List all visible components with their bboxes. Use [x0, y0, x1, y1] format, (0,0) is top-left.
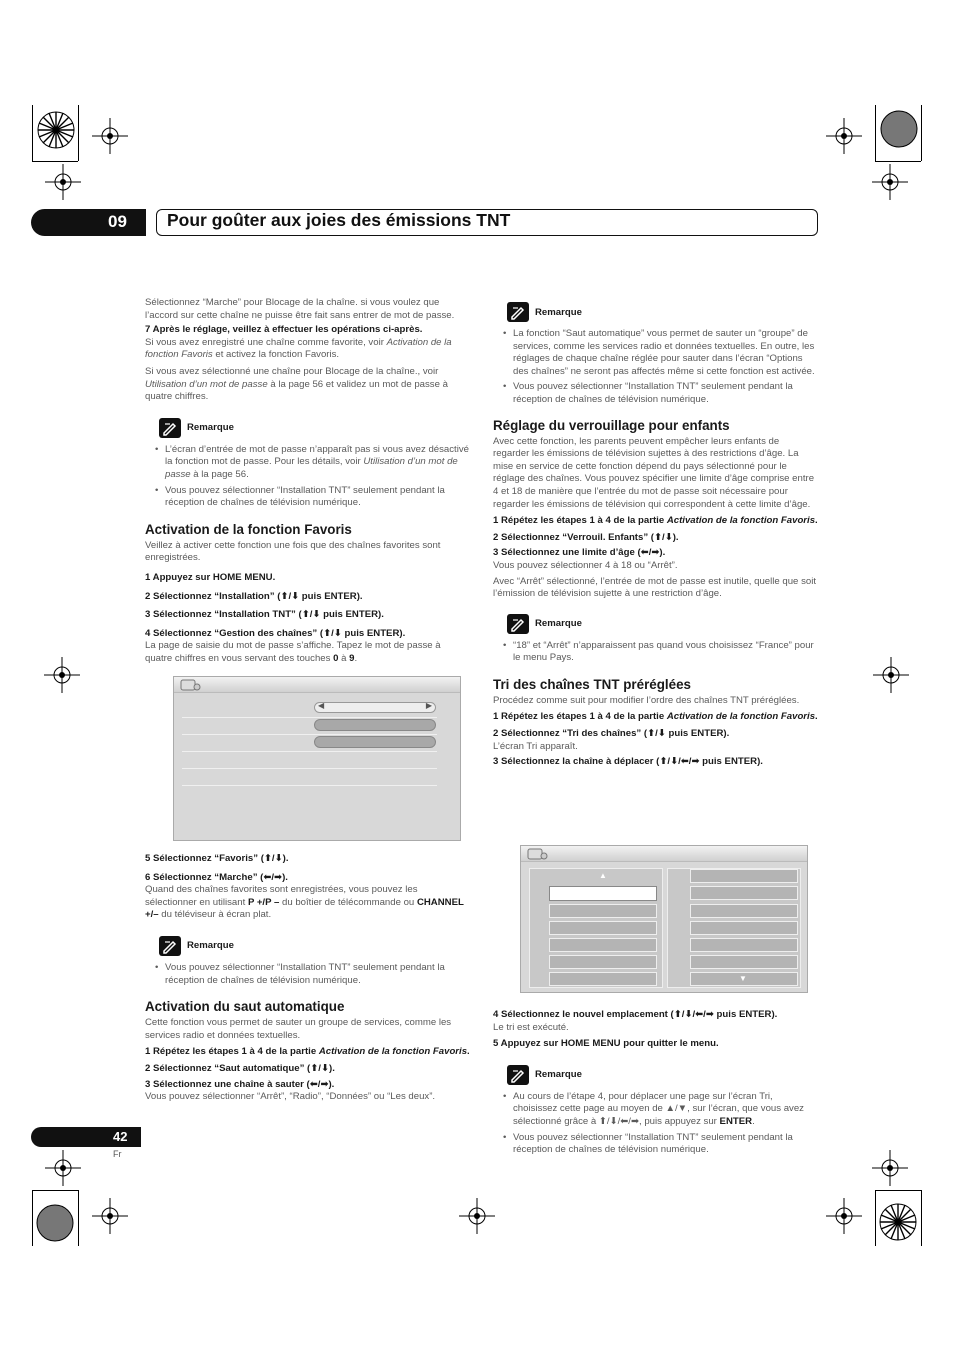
pencil-note-icon — [507, 1065, 529, 1085]
paragraph: Procédez comme suit pour modifier l’ordre des chaînes TNT préréglées. — [493, 694, 800, 706]
bullet: • “18” et “Arrêt” n’apparaissent pas quand vous choisissez “France” pour le menu Pays. — [503, 640, 818, 665]
note-heading: Remarque — [159, 936, 470, 956]
bullet: • Au cours de l’étape 4, pour déplacer une page sur l’écran Tri, choisissez cette page au moyen de ▲/▼, sur l’écran, que vous avez sélectionné grâce à ⬆/⬇/⬅/➡, puis appuyez sur ENTER. — [503, 1091, 818, 1129]
note-body — [503, 640, 818, 665]
step: 5 Appuyez sur HOME MENU pour quitter le menu. — [493, 1038, 719, 1050]
section-heading: Réglage du verrouillage pour enfants — [493, 417, 730, 433]
step: 1 Répétez les étapes 1 à 4 de la partie Activation de la fonction Favoris. — [493, 515, 818, 527]
note-body — [503, 328, 818, 407]
right-column-cont — [493, 1009, 818, 1157]
crosshair-mark-icon — [45, 1150, 81, 1186]
channel-cell[interactable] — [690, 938, 798, 952]
paragraph: Vous pouvez sélectionner “Arrêt”, “Radio”, “Données” ou “Les deux”. — [145, 1091, 436, 1103]
paragraph: Le tri est exécuté. — [493, 1021, 569, 1033]
starburst-mark-icon — [878, 1202, 918, 1242]
channel-cell[interactable] — [690, 904, 798, 918]
section-heading: Tri des chaînes TNT préréglées — [493, 676, 691, 692]
right-column — [493, 302, 818, 769]
step: 1 Appuyez sur HOME MENU. — [145, 571, 276, 583]
crosshair-mark-icon — [459, 1198, 495, 1234]
crosshair-mark-icon — [44, 657, 80, 693]
scroll-up-icon[interactable]: ▲ — [599, 871, 607, 880]
paragraph: Quand des chaînes favorites sont enregistrées, vous pouvez les sélectionner en utilisant P +/P – du boîtier de télécommande ou CHANNEL +/– du téléviseur à écran plat. — [145, 884, 464, 921]
paragraph: Si vous avez enregistré une chaîne comme favorite, voir Activation de la fonction Favoris et activez la fonction Favoris. — [145, 336, 452, 361]
channel-cell[interactable] — [549, 904, 657, 918]
paragraph: Cette fonction vous permet de sauter un groupe de services, comme les services radio et données textuelles. — [145, 1017, 452, 1041]
tv-menu-icon — [180, 679, 202, 692]
step: 2 Sélectionnez “Tri des chaînes” (⬆/⬇ puis ENTER). — [493, 728, 730, 740]
section-heading: Activation du saut automatique — [145, 999, 345, 1015]
language-code: Fr — [113, 1149, 122, 1159]
bullet: • Vous pouvez sélectionner “Installation TNT” seulement pendant la réception de chaînes de télévision numérique. — [503, 1132, 818, 1157]
note-body — [155, 444, 470, 510]
step: 5 Sélectionnez “Favoris” (⬆/⬇). — [145, 853, 289, 864]
page-title: Pour goûter aux joies des émissions TNT — [167, 210, 511, 230]
channel-cell[interactable] — [549, 921, 657, 935]
channel-cell-selected[interactable] — [549, 886, 657, 901]
step: 3 Sélectionnez la chaîne à déplacer (⬆/⬇/⬅/➡ puis ENTER). — [493, 756, 763, 768]
paragraph: Si vous avez sélectionné une chaîne pour Blocage de la chaîne., voir Utilisation d’un mot de passe à la page 56 et validez un mot de passe à quatre chiffres. — [145, 365, 448, 403]
step: 3 Sélectionnez “Installation TNT” (⬆/⬇ puis ENTER). — [145, 609, 384, 621]
gray-disc-mark-icon — [878, 108, 920, 150]
channel-management-screen — [173, 676, 461, 841]
bullet: • Vous pouvez sélectionner “Installation TNT” seulement pendant la réception de chaînes de télévision numérique. — [155, 962, 470, 987]
bullet: • Vous pouvez sélectionner “Installation TNT” seulement pendant la réception de chaînes de télévision numérique. — [503, 381, 818, 406]
note-body — [503, 1091, 818, 1157]
paragraph: Veillez à activer cette fonction une fois que des chaînes favorites sont enregistrées. — [145, 539, 441, 564]
note-heading: Remarque — [507, 614, 818, 634]
section-heading: Activation de la fonction Favoris — [145, 521, 352, 537]
left-column-cont — [145, 853, 470, 1104]
crosshair-mark-icon — [92, 118, 128, 154]
note-body — [155, 962, 470, 987]
paragraph: Sélectionnez “Marche” pour Blocage de la chaîne. si vous voulez que l’accord sur cette chaîne ne puisse être fait sans entrer de mot de passe. — [145, 297, 455, 321]
channel-cell[interactable] — [690, 955, 798, 969]
sort-channels-screen — [520, 845, 808, 993]
crosshair-mark-icon — [873, 657, 909, 693]
page-number: 42 — [113, 1129, 128, 1144]
paragraph: Avec cette fonction, les parents peuvent empêcher leurs enfants de regarder les émissions de télévision sujettes à des restrictions d’âge. La mise en service de cette fonction dépend du pays sélectionné pour le réglage des chaînes. Vous pouvez spécifier une limite d’âge comprise entre 4 et 18 de manière que l’entrée du mot de passe soit nécessaire pour regarder les émissions de télévision qui correspondent à cette limite d’âge. — [493, 435, 815, 510]
channel-cell[interactable] — [690, 921, 798, 935]
step: 1 Répétez les étapes 1 à 4 de la partie Activation de la fonction Favoris. — [145, 1046, 470, 1058]
crosshair-mark-icon — [45, 164, 81, 200]
pencil-note-icon — [507, 614, 529, 634]
chapter-number-tab — [31, 209, 146, 236]
gray-disc-mark-icon — [34, 1202, 76, 1244]
crosshair-mark-icon — [872, 1150, 908, 1186]
bullet: • L’écran d’entrée de mot de passe n’apparaît pas si vous avez désactivé la fonction mot de passe. Pour les détails, voir Utilisation d’un mot de passe à la page 56. — [155, 444, 470, 482]
step: 4 Sélectionnez le nouvel emplacement (⬆/⬇/⬅/➡ puis ENTER). — [493, 1009, 778, 1020]
crosshair-mark-icon — [826, 118, 862, 154]
channel-cell[interactable] — [690, 886, 798, 900]
channel-cell[interactable] — [690, 869, 798, 883]
step: 2 Sélectionnez “Saut automatique” (⬆/⬇). — [145, 1062, 335, 1074]
bullet: • Vous pouvez sélectionner “Installation TNT” seulement pendant la réception de chaînes de télévision numérique. — [155, 485, 470, 510]
step: 4 Sélectionnez “Gestion des chaînes” (⬆/⬇ puis ENTER). — [145, 627, 406, 639]
step: 7 Après le réglage, veillez à effectuer les opérations ci-après. — [145, 324, 423, 336]
arrow-left-icon: ◀ — [318, 701, 325, 710]
step: 6 Sélectionnez “Marche” (⬅/➡). — [145, 871, 288, 883]
step: 1 Répétez les étapes 1 à 4 de la partie Activation de la fonction Favoris. — [493, 711, 818, 723]
crosshair-mark-icon — [872, 164, 908, 200]
note-heading: Remarque — [159, 418, 470, 438]
tv-menu-icon — [527, 848, 549, 861]
selector-slider[interactable] — [314, 702, 436, 713]
step: 2 Sélectionnez “Verrouil. Enfants” (⬆/⬇). — [493, 531, 679, 543]
crosshair-mark-icon — [92, 1198, 128, 1234]
bullet: • La fonction “Saut automatique” vous permet de sauter un “groupe” de services, comme les services radio et données textuelles. En outre, les réglages de chaque chaîne réglée pour sauter dans l’écran “Options des chaînes” ne seront pas affectés même si cette fonction est activée. — [503, 328, 818, 378]
channel-cell[interactable] — [549, 972, 657, 986]
option-field[interactable] — [314, 736, 436, 748]
scroll-down-icon[interactable]: ▼ — [739, 974, 747, 983]
step: 3 Sélectionnez une limite d’âge (⬅/➡). — [493, 547, 666, 559]
arrow-right-icon: ▶ — [425, 701, 432, 710]
step: 2 Sélectionnez “Installation” (⬆/⬇ puis ENTER). — [145, 590, 363, 602]
crosshair-mark-icon — [826, 1198, 862, 1234]
pencil-note-icon — [507, 302, 529, 322]
channel-cell[interactable] — [549, 938, 657, 952]
step: 3 Sélectionnez une chaîne à sauter (⬅/➡). — [145, 1078, 335, 1090]
pencil-note-icon — [159, 936, 181, 956]
starburst-mark-icon — [36, 110, 76, 150]
paragraph: Avec “Arrêt” sélectionné, l’entrée de mot de passe est inutile, quelle que soit l’émission de télévision sujette à une restriction d’âge. — [493, 575, 816, 600]
channel-cell[interactable] — [549, 955, 657, 969]
chapter-number: 09 — [108, 212, 127, 231]
note-heading: Remarque — [507, 302, 818, 322]
left-column — [145, 297, 470, 665]
paragraph: Vous pouvez sélectionner 4 à 18 ou “Arrêt”. — [493, 559, 678, 571]
pencil-note-icon — [159, 418, 181, 438]
paragraph: L’écran Tri apparaît. — [493, 740, 578, 752]
note-heading: Remarque — [507, 1065, 818, 1085]
paragraph: La page de saisie du mot de passe s’affiche. Tapez le mot de passe à quatre chiffres en vous servant des touches 0 à 9. — [145, 640, 441, 664]
option-field[interactable] — [314, 719, 436, 731]
